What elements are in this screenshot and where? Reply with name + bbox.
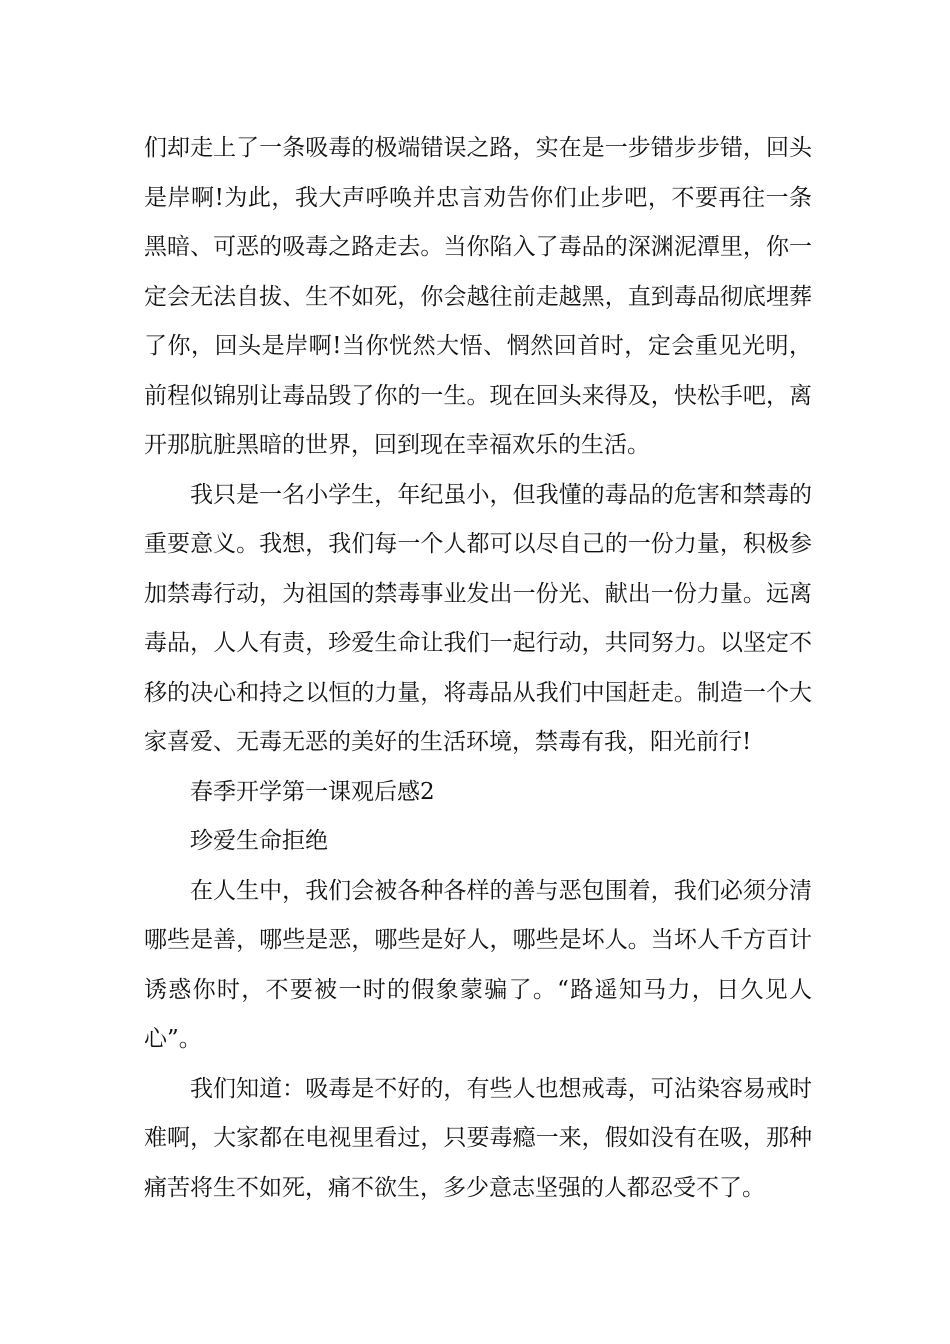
section-title: 春季开学第一课观后感2 xyxy=(190,778,435,805)
essay-title: 珍爱生命拒绝 xyxy=(190,828,328,854)
paragraph-continuation: 们却走上了一条吸毒的极端错误之路，实在是一步错步步错，回头是岸啊!为此，我大声呼唤并忠言劝告你们止步吧，不要再往一条黑暗、可恶的吸毒之路走去。当你陷入了毒品的深渊泥潭里，你一定会无法自拔、生不如死，你会越往前走越黑，直到毒品彻底埋葬了你，回头是岸啊!当你恍然大悟、惘然回首时，定会重见光明，前程似锦别让毒品毁了你的一生。现在回头来得及，快松手吧，离开那肮脏黑暗的世界，回到现在幸福欢乐的生活。 xyxy=(144,135,812,458)
paragraph-addiction: 我们知道：吸毒是不好的，有些人也想戒毒，可沾染容易戒时难啊，大家都在电视里看过，只要毒瘾一来，假如没有在吸，那种痛苦将生不如死，痛不欲生，多少意志坚强的人都忍受不了。 xyxy=(144,1075,812,1201)
paragraph-student-anti-drug: 我只是一名小学生，年纪虽小，但我懂的毒品的危害和禁毒的重要意义。我想，我们每一个人都可以尽自己的一份力量，积极参加禁毒行动，为祖国的禁毒事业发出一份光、献出一份力量。远离毒品，人人有责，珍爱生命让我们一起行动，共同努力。以坚定不移的决心和持之以恒的力量，将毒品从我们中国赶走。制造一个大家喜爱、无毒无恶的美好的生活环境，禁毒有我，阳光前行! xyxy=(144,481,812,755)
paragraph-good-and-evil: 在人生中，我们会被各种各样的善与恶包围着，我们必须分清哪些是善，哪些是恶，哪些是好人，哪些是坏人。当坏人千方百计诱惑你时，不要被一时的假象蒙骗了。“路遥知马力，日久见人心”。 xyxy=(144,877,812,1052)
document-body xyxy=(144,124,812,1213)
